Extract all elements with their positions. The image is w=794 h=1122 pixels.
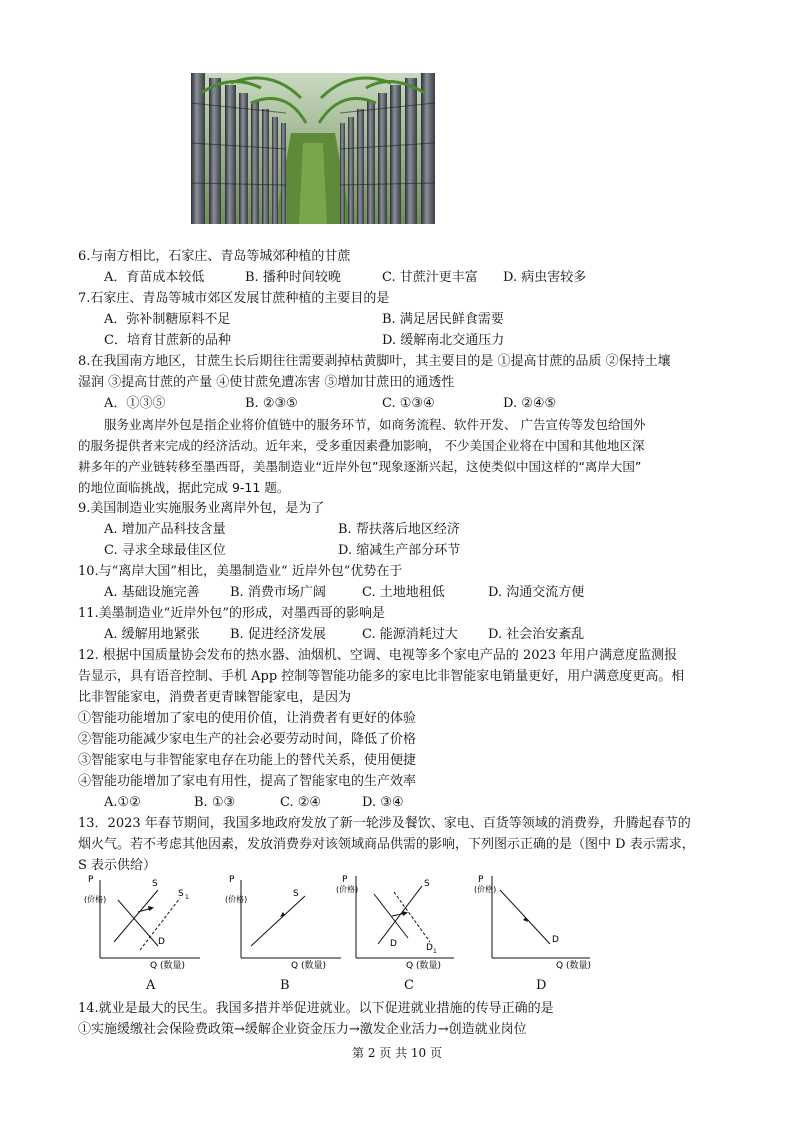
graph-d [470,872,595,972]
q11-option-a: A. 缓解用地紧张 [104,627,200,642]
graph-c-demand-curve [374,894,408,938]
q9-option-c: C. 寻求全球最佳区位 [104,543,226,558]
graph-a-demand-curve [118,900,158,946]
q12-item-4: ④智能功能增加了家电有用性，提高了智能家电的生产效率 [78,774,417,789]
graph-a-arrowhead [148,906,154,911]
q7-option-c: C．培育甘蔗新的品种 [104,333,231,348]
question-8-stem-line2: 湿润 ③提高甘蔗的产量 ④使甘蔗免遭冻害 ⑤增加甘蔗田的通透性 [78,375,455,390]
passage-line4: 的地位面临挑战，据此完成 9-11 题。 [78,480,290,495]
q10-option-a: A. 基础设施完善 [104,585,200,600]
sugarcane-photo [191,73,435,224]
q12-item-1: ①智能功能增加了家电的使用价值，让消费者有更好的体验 [78,711,417,726]
question-13-stem-line3: S 表示供给） [78,858,157,873]
question-6-stem: 6.与南方相比，石家庄、青岛等城郊种植的甘蔗 [78,249,351,264]
graph-d-q-label: Q (数量) [556,961,591,971]
q9-option-b: B. 帮扶落后地区经济 [338,522,460,537]
question-13-stem-line1: 13．2023 年春节期间，我国多地政府发放了新一轮涉及餐饮、家电、百货等领域的消费券，升腾起春节的 [78,816,691,831]
page-footer: 第 2 页 共 10 页 [352,1046,442,1060]
q10-option-c: C. 土地地租低 [362,585,445,600]
graph-a-price-label: (价格) [84,895,107,904]
q9-option-d: D. 缩减生产部分环节 [338,543,461,558]
graph-a-d-label: D [158,937,165,947]
q12-option-a: A.①② [104,795,141,810]
q14-item-1: ①实施缓缴社会保险费政策→缓解企业资金压力→激发企业活力→创造就业岗位 [78,1022,527,1037]
graph-b-price-label: (价格) [225,895,248,904]
graph-c-price-label: (价格) [336,885,359,894]
q6-option-d: D. 病虫害较多 [503,270,587,285]
q7-option-d: D. 缓解南北交通压力 [382,333,505,348]
graph-c-p-label: P [342,875,348,885]
q7-option-a: A．弥补制糖原料不足 [104,312,231,327]
graph-a [82,872,207,972]
question-9-stem: 9.美国制造业实施服务业离岸外包，是为了 [78,501,325,516]
question-10-stem: 10.与“离岸大国”相比，美墨制造业“ 近岸外包”优势在于 [78,564,403,579]
question-11-stem: 11.美墨制造业“近岸外包”的形成，对墨西哥的影响是 [78,606,385,621]
graph-b-q-label: Q (数量) [291,961,326,971]
graph-d-p-label: P [478,875,484,885]
graph-c-supply-curve [378,886,422,944]
graph-c-d1-sub: 1 [433,948,437,955]
graph-d-d-label: D [552,935,559,945]
graph-c-d1-label: D [426,943,433,953]
question-12-stem-line1: 12. 根据中国质量协会发布的热水器、油烟机、空调、电视等多个家电产品的 2023 年用户满意度监测报 [78,648,678,663]
graph-a-q-label: Q (数量) [150,961,185,971]
question-13-stem-line2: 烟火气。若不考虑其他因素，发放消费券对该领域商品供需的影响，下列图示正确的是（图中 D 表示需求， [78,837,695,852]
q12-item-3: ③智能家电与非智能家电存在功能上的替代关系，使用便捷 [78,753,417,768]
graph-a-supply-curve [114,890,158,942]
graph-c-d-label: D [390,939,397,949]
graph-b-s-label: S [293,889,299,899]
graph-d-caption: D [536,978,547,993]
graph-c-caption: C [404,978,414,993]
graph-b-p-label: P [229,875,235,885]
graph-b-supply-curve [251,896,305,946]
question-12-stem-line3: 比非智能家电，消费者更青睐智能家电，是因为 [78,690,352,705]
q9-option-a: A. 增加产品科技含量 [104,522,226,537]
graph-c-arrowhead [402,911,408,916]
question-7-stem: 7.石家庄、青岛等城市郊区发展甘蔗种植的主要目的是 [78,291,390,306]
q6-option-b: B. 播种时间较晚 [245,270,341,285]
q10-option-b: B. 消费市场广阔 [230,585,326,600]
q6-option-c: C. 甘蔗汁更丰富 [382,270,478,285]
graph-c-q-label: Q (数量) [406,961,441,971]
q10-option-d: D. 沟通交流方便 [488,585,585,600]
graph-a-s-label: S [152,879,158,889]
graph-c-s-label: S [424,879,430,889]
question-14-stem: 14.就业是最大的民生。我国多措并举促进就业。以下促进就业措施的传导正确的是 [78,1001,554,1016]
q12-item-2: ②智能功能减少家电生产的社会必要劳动时间，降低了价格 [78,732,417,747]
q6-option-a: A．育苗成本较低 [104,270,205,285]
graph-d-demand-curve [500,890,550,944]
q8-option-b: B. ②③⑤ [245,396,298,411]
passage-line3: 耕多年的产业链转移至墨西哥，美墨制造业“近岸外包”现象逐渐兴起，这使类似中国这样的“离岸大国” [78,459,642,474]
graph-b [223,872,348,972]
q7-option-b: B. 满足居民鲜食需要 [382,312,504,327]
graph-c [334,872,459,972]
q12-option-d: D. ③④ [362,795,404,810]
question-12-stem-line2: 告显示，具有语音控制、手机 App 控制等智能功能多的家电比非智能家电销量更好，用户满意度更高。相 [78,669,685,684]
q12-option-c: C. ②④ [280,795,322,810]
q12-option-b: B. ①③ [194,795,236,810]
passage-line2: 的服务提供者来完成的经济活动。近年来，受多重因素叠加影响， 不少美国企业将在中国和其他地区深 [78,438,645,453]
q11-option-d: D. 社会治安紊乱 [488,627,585,642]
graph-a-caption: A [146,978,156,993]
q8-option-d: D. ②④⑤ [503,396,557,411]
sugarcane-field-photo-icon [191,73,435,224]
q8-option-a: A．①③⑤ [104,396,166,411]
question-8-stem-line1: 8.在我国南方地区，甘蔗生长后期往往需要剥掉枯黄脚叶，其主要目的是 ①提高甘蔗的品质 ②保持土壤 [78,354,671,369]
graph-b-caption: B [280,978,290,993]
graph-a-p-label: P [88,875,94,885]
graph-a-s1-label: S [178,889,184,899]
q11-option-c: C. 能源消耗过大 [362,627,458,642]
graph-a-s1-sub: 1 [185,894,189,901]
passage-line1: 服务业离岸外包是指企业将价值链中的服务环节，如商务流程、软件开发、 广告宣传等发包给国外 [104,417,646,432]
q11-option-b: B. 促进经济发展 [230,627,326,642]
graph-d-price-label: (价格) [474,885,497,894]
q8-option-c: C. ①③④ [382,396,435,411]
